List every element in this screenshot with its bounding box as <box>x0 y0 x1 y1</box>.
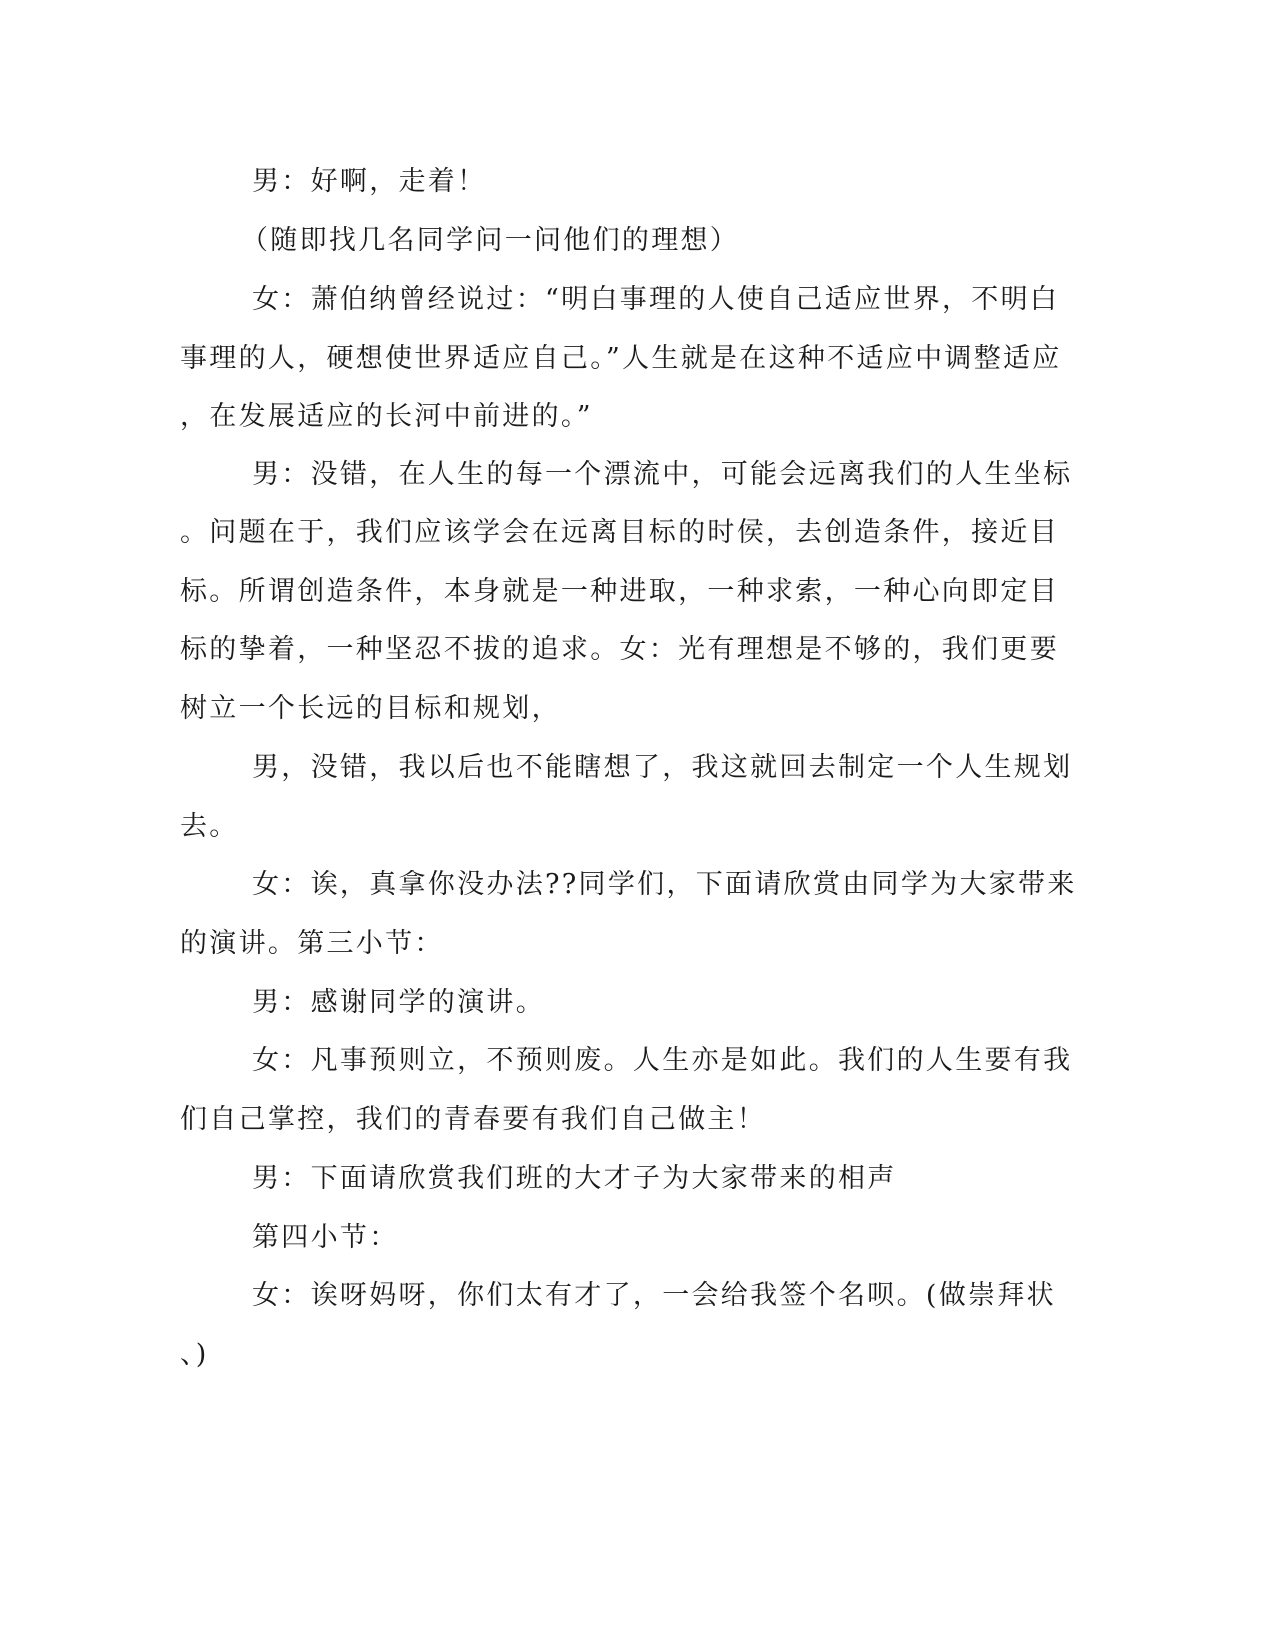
text-line: 标。所谓创造条件，本身就是一种进取，一种求索，一种心向即定目 <box>180 576 1059 607</box>
text-line: 的演讲。第三小节： <box>180 928 444 959</box>
text-line: 男：下面请欣赏我们班的大才子为大家带来的相声 <box>252 1163 897 1194</box>
text-line: 女：萧伯纳曾经说过：“明白事理的人使自己适应世界，不明白 <box>252 284 1060 315</box>
text-line: ，在发展适应的长河中前进的。” <box>180 401 593 432</box>
text-line: 男，没错，我以后也不能瞎想了，我这就回去制定一个人生规划 <box>252 752 1073 783</box>
text-line: 男：没错，在人生的每一个漂流中，可能会远离我们的人生坐标 <box>252 459 1073 490</box>
text-line: 男：好啊，走着！ <box>252 166 487 197</box>
text-line: 男：感谢同学的演讲。 <box>252 987 545 1018</box>
text-line: 女：诶呀妈呀，你们太有才了，一会给我签个名呗。(做崇拜状 <box>252 1280 1056 1311</box>
text-line: 女：诶，真拿你没办法??同学们，下面请欣赏由同学为大家带来 <box>252 869 1077 900</box>
text-line: 女：凡事预则立，不预则废。人生亦是如此。我们的人生要有我 <box>252 1045 1073 1076</box>
text-line: 树立一个长远的目标和规划， <box>180 693 561 724</box>
text-line: （随即找几名同学问一问他们的理想） <box>241 225 740 256</box>
text-line: 去。 <box>180 811 239 842</box>
text-line: 。问题在于，我们应该学会在远离目标的时侯，去创造条件，接近目 <box>180 517 1059 548</box>
text-line: 、) <box>180 1339 209 1370</box>
text-line: 第四小节： <box>252 1222 399 1253</box>
text-line: 们自己掌控，我们的青春要有我们自己做主！ <box>180 1104 766 1135</box>
text-line: 标的挚着，一种坚忍不拔的追求。女：光有理想是不够的，我们更要 <box>180 634 1059 665</box>
text-line: 事理的人，硬想使世界适应自己。”人生就是在这种不适应中调整适应 <box>180 343 1062 374</box>
